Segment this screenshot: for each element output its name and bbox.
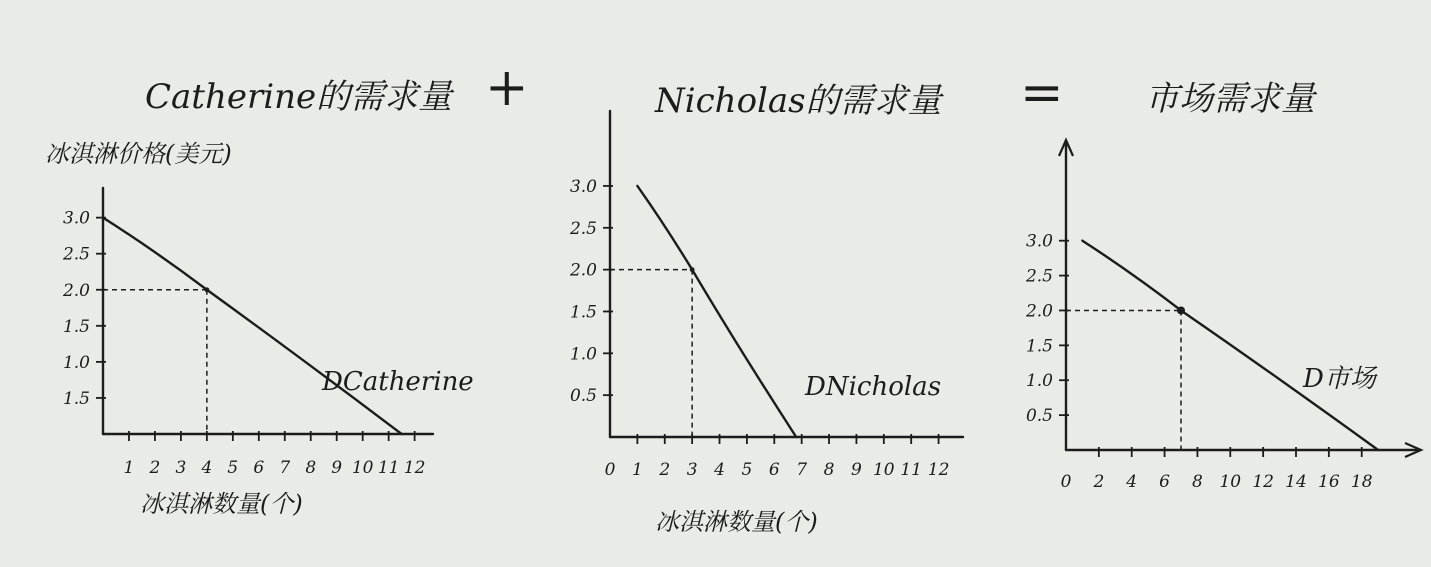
y-tick-label: 2.0 — [1025, 301, 1053, 322]
demand-curve-label: D市场 — [1303, 364, 1376, 394]
x-tick-label: 18 — [1350, 472, 1373, 492]
x-tick-label: 12 — [403, 458, 426, 478]
x-tick-label: 12 — [927, 460, 950, 480]
x-tick-label: 3 — [175, 458, 187, 478]
y-tick-label: 2.5 — [1025, 266, 1053, 287]
x-tick-label: 8 — [1192, 472, 1203, 492]
highlight-point — [1177, 306, 1185, 314]
chart-panel-1 — [45, 77, 474, 518]
x-tick-label: 11 — [900, 460, 923, 480]
y-tick-label: 1.5 — [569, 302, 597, 323]
y-tick-label: 3.0 — [569, 176, 597, 197]
x-tick-label: 8 — [823, 460, 835, 480]
y-tick-label: 1.5 — [62, 388, 90, 409]
x-tick-label: 6 — [1159, 472, 1170, 492]
x-tick-label: 4 — [714, 460, 725, 480]
x-tick-label: 7 — [796, 460, 808, 480]
demand-curve-label: DNicholas — [805, 372, 942, 402]
x-tick-label: 4 — [201, 458, 213, 478]
y-tick-label: 2.5 — [62, 244, 90, 265]
chart-panel-3 — [1025, 79, 1421, 492]
y-tick-label: 1.0 — [62, 352, 90, 373]
y-tick-label: 1.0 — [569, 344, 597, 365]
y-axis-title: 冰淇淋价格(美元) — [45, 140, 232, 168]
x-tick-label: 12 — [1252, 472, 1274, 492]
y-tick-label: 3.0 — [62, 208, 90, 229]
y-tick-label: 0.5 — [569, 386, 597, 407]
x-tick-label: 0 — [604, 460, 616, 480]
chart-panel-2 — [569, 81, 963, 536]
x-tick-label: 14 — [1285, 472, 1307, 492]
x-tick-label: 2 — [149, 458, 161, 478]
x-tick-label: 9 — [331, 458, 343, 478]
x-axis-title: 冰淇淋数量(个) — [140, 490, 303, 518]
x-tick-label: 16 — [1318, 472, 1340, 492]
y-tick-label: 0.5 — [1025, 406, 1053, 427]
y-tick-label: 2.0 — [62, 280, 90, 301]
equals-operator: = — [1020, 63, 1064, 123]
highlight-point — [204, 287, 209, 292]
x-axis-title: 冰淇淋数量(个) — [655, 508, 818, 536]
demand-curve — [637, 186, 796, 437]
demand-curve-label: DCatherine — [322, 367, 474, 397]
x-tick-label: 10 — [872, 460, 895, 480]
y-tick-label: 3.0 — [1025, 231, 1053, 252]
demand-curve — [103, 218, 402, 434]
x-tick-label: 3 — [686, 460, 698, 480]
chart-title: Catherine的需求量 — [145, 77, 453, 117]
x-tick-label: 7 — [279, 458, 291, 478]
x-tick-label: 1 — [123, 458, 135, 478]
y-tick-label: 1.5 — [62, 316, 90, 337]
x-tick-label: 8 — [305, 458, 317, 478]
y-tick-label: 2.5 — [569, 218, 597, 239]
plus-operator: + — [485, 58, 529, 118]
x-tick-label: 9 — [851, 460, 862, 480]
x-tick-label: 0 — [1060, 472, 1072, 492]
x-tick-label: 5 — [227, 458, 239, 478]
x-tick-label: 2 — [1093, 472, 1105, 492]
chart-title: 市场需求量 — [1145, 79, 1315, 119]
y-tick-label: 2.0 — [569, 260, 597, 281]
y-tick-label: 1.5 — [1025, 336, 1053, 357]
demand-curve — [1082, 241, 1378, 450]
x-tick-label: 1 — [631, 460, 643, 480]
x-tick-label: 4 — [1126, 472, 1138, 492]
x-tick-label: 6 — [253, 458, 265, 478]
x-tick-label: 6 — [768, 460, 780, 480]
x-tick-label: 10 — [351, 458, 374, 478]
x-tick-label: 5 — [741, 460, 753, 480]
x-tick-label: 2 — [659, 460, 671, 480]
chart-title: Nicholas的需求量 — [655, 81, 942, 121]
x-tick-label: 11 — [377, 458, 400, 478]
highlight-point — [690, 267, 695, 272]
x-tick-label: 10 — [1219, 472, 1242, 492]
y-tick-label: 1.0 — [1025, 371, 1053, 392]
